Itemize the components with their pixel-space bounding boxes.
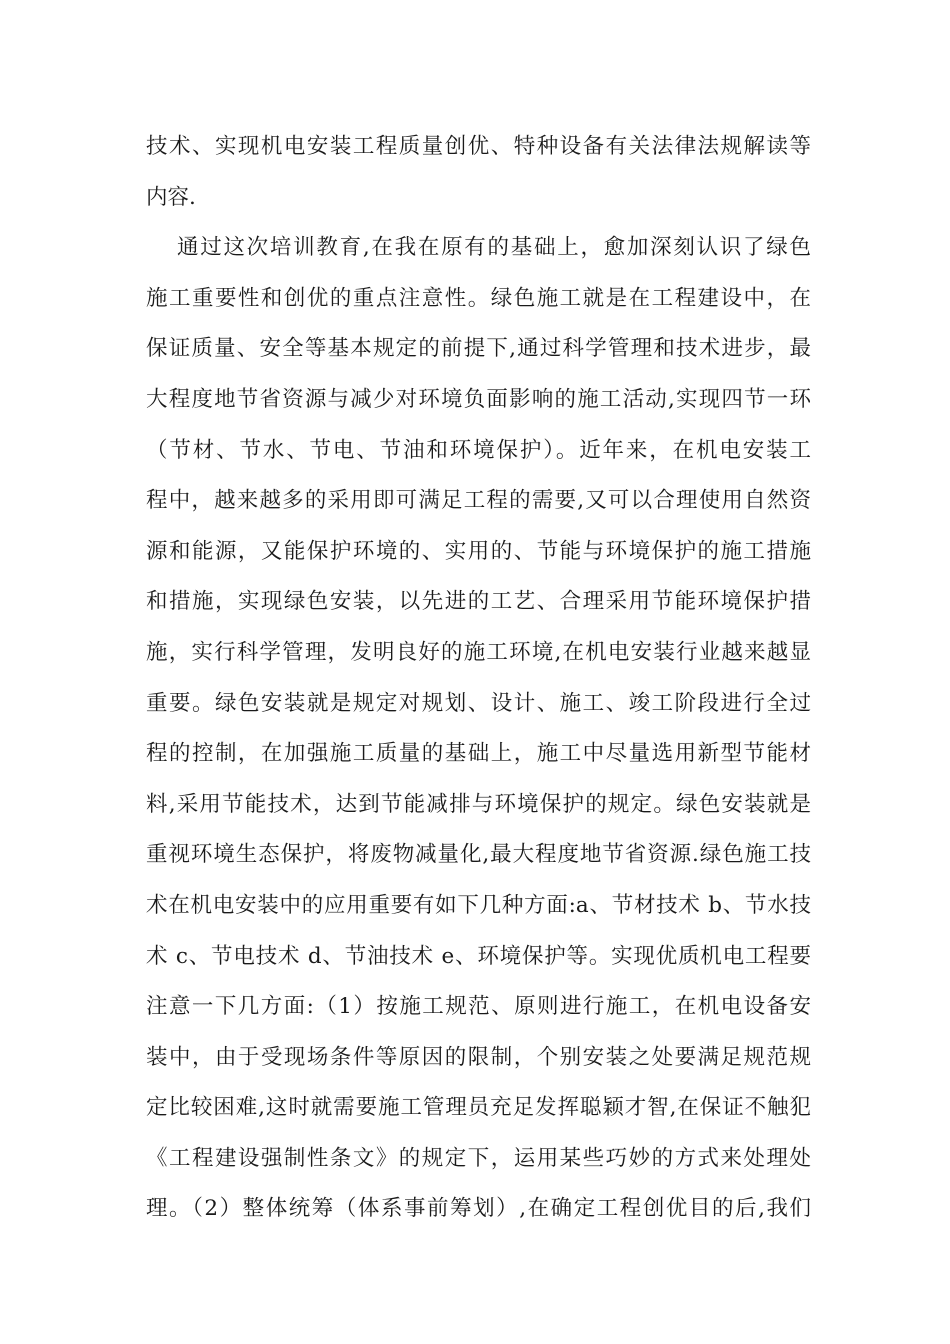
text-line: 保证质量、安全等基本规定的前提下,通过科学管理和技术进步，最 [146, 336, 811, 362]
text-line: 施工重要性和创优的重点注意性。绿色施工就是在工程建设中，在 [146, 285, 811, 311]
text-line: 理。（2）整体统筹（体系事前筹划）,在确定工程创优目的后,我们 [146, 1196, 811, 1222]
text-line: 大程度地节省资源与减少对环境负面影响的施工活动,实现四节一环 [146, 386, 811, 412]
text-line: 程的控制，在加强施工质量的基础上，施工中尽量选用新型节能材 [146, 741, 811, 767]
text-line: 内容. [146, 184, 196, 210]
text-line: 程中，越来越多的采用即可满足工程的需要,又可以合理使用自然资 [146, 488, 811, 514]
text-line: 技术、实现机电安装工程质量创优、特种设备有关法律法规解读等 [146, 134, 811, 159]
text-line: 《工程建设强制性条文》的规定下，运用某些巧妙的方式来处理处 [146, 1145, 811, 1171]
text-line: 装中，由于受现场条件等原因的限制，个别安装之处要满足规范规 [146, 1044, 811, 1070]
text-line: 术在机电安装中的应用重要有如下几种方面:a、节材技术 b、节水技 [146, 892, 811, 918]
text-line: 料,采用节能技术，达到节能减排与环境保护的规定。绿色安装就是 [146, 791, 811, 817]
body-text [146, 125, 811, 1238]
text-line: 注意一下几方面:（1）按施工规范、原则进行施工，在机电设备安 [146, 994, 811, 1020]
text-line: 重视环境生态保护，将废物减量化,最大程度地节省资源.绿色施工技 [146, 842, 811, 868]
text-line: 和措施，实现绿色安装，以先进的工艺、合理采用节能环境保护措 [146, 589, 811, 615]
text-line: 源和能源，又能保护环境的、实用的、节能与环境保护的施工措施 [146, 538, 811, 564]
text-line: 施，实行科学管理，发明良好的施工环境,在机电安装行业越来越显 [146, 639, 811, 665]
text-line: 重要。绿色安装就是规定对规划、设计、施工、竣工阶段进行全过 [146, 690, 811, 716]
text-line: 术 c、节电技术 d、节油技术 e、环境保护等。实现优质机电工程要 [146, 943, 811, 969]
text-line: 定比较困难,这时就需要施工管理员充足发挥聪颖才智,在保证不触犯 [146, 1095, 811, 1121]
paragraph-first-line: 通过这次培训教育,在我在原有的基础上，愈加深刻认识了绿色 [177, 235, 811, 261]
text-line: （节材、节水、节电、节油和环境保护）。近年来，在机电安装工 [146, 437, 811, 463]
